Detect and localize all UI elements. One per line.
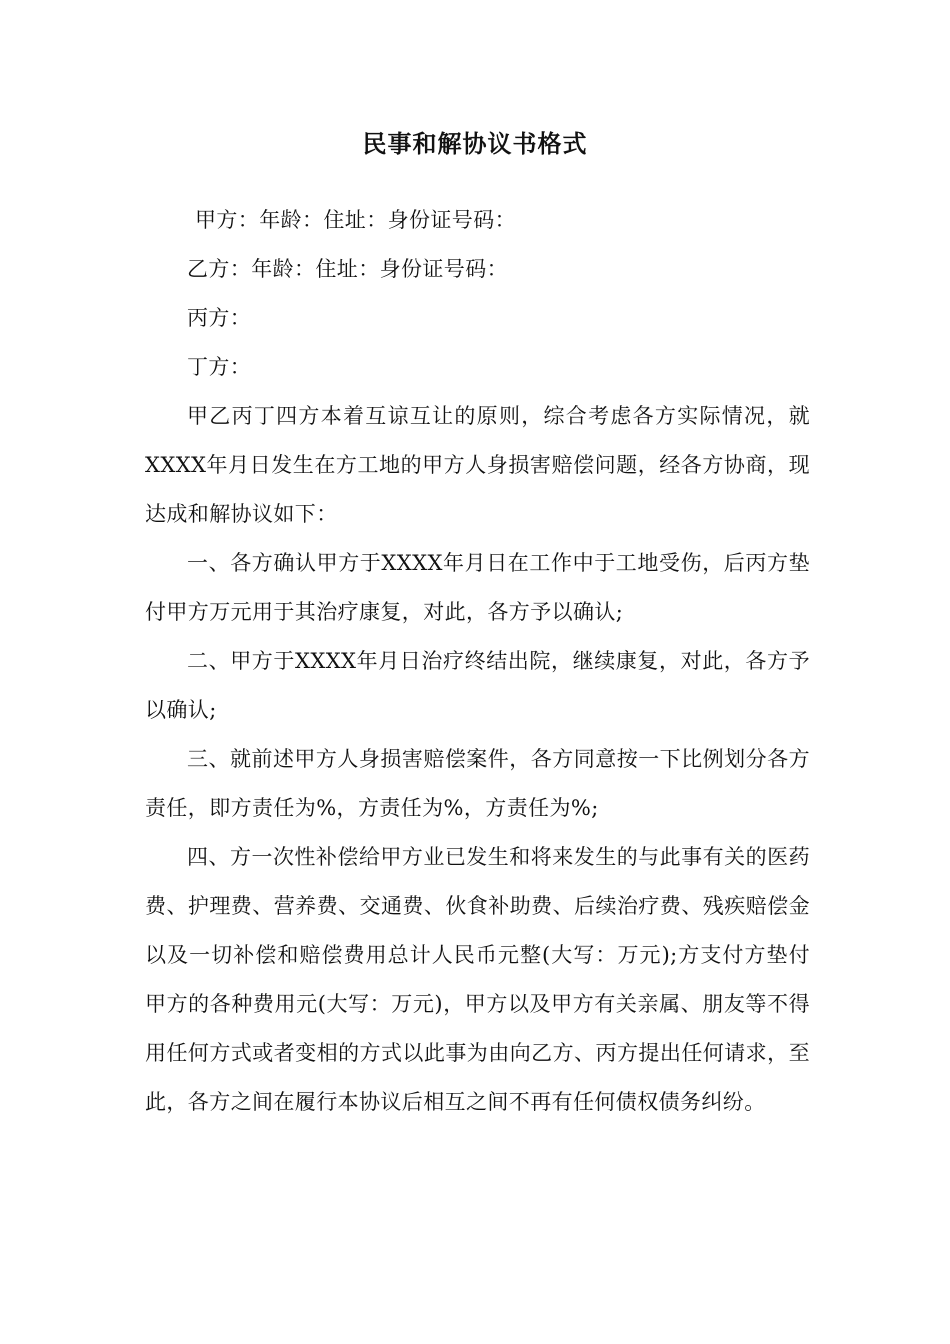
document-body: [145, 196, 810, 1127]
party-c-line: 丙方：: [187, 306, 252, 330]
clause-3: 三、就前述甲方人身损害赔偿案件，各方同意按一下比例划分各方责任，即方责任为%，方责任为%，方责任为%;: [145, 747, 810, 820]
document-title: 民事和解协议书格式: [362, 129, 588, 158]
clause-1: 一、各方确认甲方于XXXX年月日在工作中于工地受伤，后丙方垫付甲方万元用于其治疗康复，对此，各方予以确认;: [145, 551, 810, 624]
clause-2: 二、甲方于XXXX年月日治疗终结出院，继续康复，对此，各方予以确认;: [145, 649, 810, 722]
preamble-paragraph: 甲乙丙丁四方本着互谅互让的原则，综合考虑各方实际情况，就XXXX年月日发生在方工地的甲方人身损害赔偿问题，经各方协商，现达成和解协议如下：: [145, 404, 810, 526]
clause-4: 四、方一次性补偿给甲方业已发生和将来发生的与此事有关的医药费、护理费、营养费、交通费、伙食补助费、后续治疗费、残疾赔偿金以及一切补偿和赔偿费用总计人民币元整(大写：万元);方支付方垫付甲方的各种费用元(大写：万元)，甲方以及甲方有关亲属、朋友等不得用任何方式或者变相的方式以此事为由向乙方、丙方提出任何请求，至此，各方之间在履行本协议后相互之间不再有任何债权债务纠纷。: [145, 845, 810, 1114]
party-b-line: 乙方：年龄：住址：身份证号码：: [187, 257, 508, 281]
party-a-line: 甲方：年龄：住址：身份证号码：: [195, 208, 516, 232]
party-d-line: 丁方：: [187, 355, 252, 379]
